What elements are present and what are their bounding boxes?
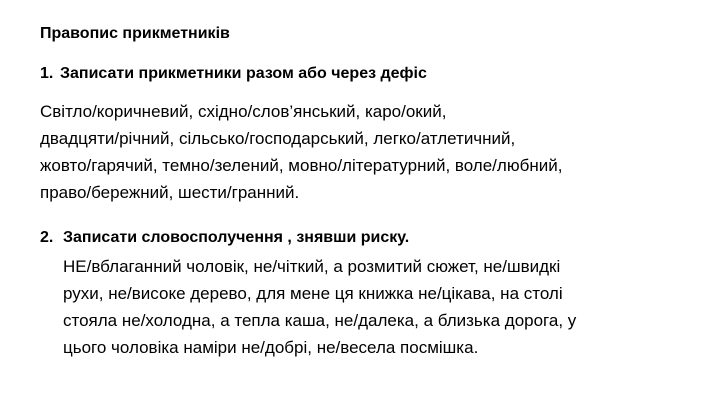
- task-1-text: [40, 98, 562, 206]
- task-2-number: 2.: [40, 229, 54, 246]
- task-1-line: право/бережний, шести/гранний.: [40, 183, 300, 202]
- task-1-line: двадцяти/річний, сільсько/господарський, легко/атлетичний,: [40, 129, 516, 148]
- task-2-line: НЕ/вблаганний чоловік, не/чіткий, а розмитий сюжет, не/швидкі: [63, 257, 561, 276]
- task-1-line: жовто/гарячий, темно/зелений, мовно/літературний, воле/любний,: [40, 156, 563, 175]
- task-1-line: Світло/коричневий, східно/слов’янський, каро/окий,: [40, 102, 447, 121]
- task-2-line: стояла не/холодна, а тепла каша, не/далека, а близька дорога, у: [63, 311, 577, 330]
- task-2-text: [63, 253, 576, 361]
- document-title: Правопис прикметників: [40, 25, 230, 42]
- task-1-heading: Записати прикметники разом або через дефіс: [60, 65, 427, 82]
- task-2-heading: Записати словосполучення , знявши риску.: [63, 229, 410, 246]
- task-2-line: цього чоловіка наміри не/добрі, не/весела посмішка.: [63, 338, 479, 357]
- task-1-number: 1.: [40, 65, 54, 82]
- task-2-line: рухи, не/високе дерево, для мене ця книжка не/цікава, на столі: [63, 284, 563, 303]
